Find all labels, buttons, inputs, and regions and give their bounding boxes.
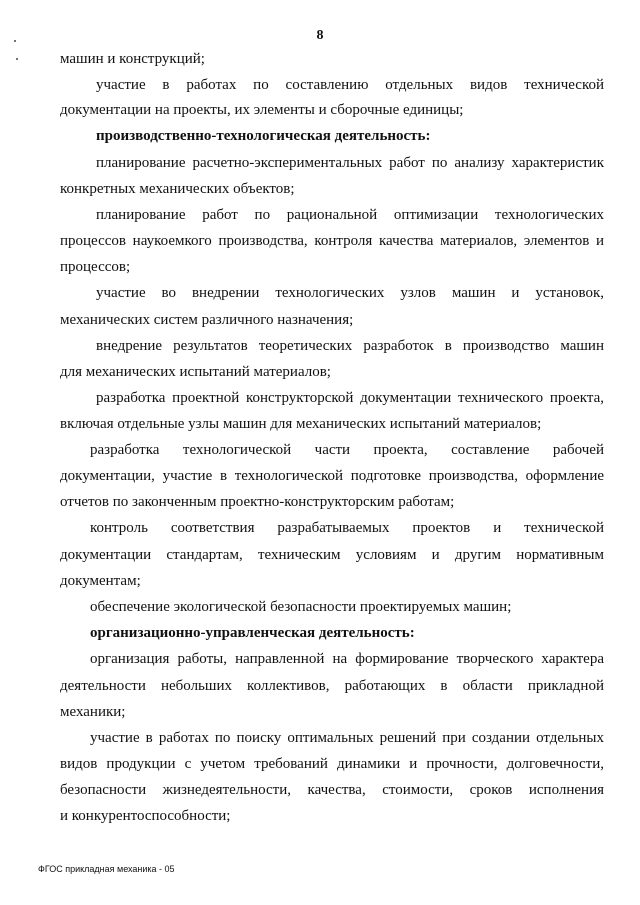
text-line: отчетов по законченным проектно-конструкторским работам; xyxy=(60,494,455,510)
text-line: документам; xyxy=(60,573,141,589)
text-line: внедрение результатов теоретических разработок в производство машин xyxy=(96,338,604,354)
text-line: для механических испытаний материалов; xyxy=(60,364,331,380)
text-line: машин и конструкций; xyxy=(60,51,205,67)
text-line: процессов наукоемкого производства, контроля качества материалов, элементов и xyxy=(60,233,604,249)
text-line: разработка технологической части проекта, составление рабочей xyxy=(90,442,604,458)
text-line: контроль соответствия разрабатываемых проектов и технической xyxy=(90,520,604,536)
text-line: разработка проектной конструкторской документации технического проекта, xyxy=(96,390,604,406)
text-line: организация работы, направленной на формирование творческого характера xyxy=(90,651,604,667)
text-line: видов продукции с учетом требований динамики и прочности, долговечности, xyxy=(60,756,604,772)
text-line: включая отдельные узлы машин для механических испытаний материалов; xyxy=(60,416,542,432)
text-line: документации стандартам, техническим условиям и другим нормативным xyxy=(60,547,604,563)
text-line: безопасности жизнедеятельности, качества, стоимости, сроков исполнения xyxy=(60,782,604,798)
text-line: планирование расчетно-экспериментальных работ по анализу характеристик xyxy=(96,155,604,171)
text-line: деятельности небольших коллективов, работающих в области прикладной xyxy=(60,678,604,694)
text-line: участие в работах по составлению отдельных видов технической xyxy=(96,77,604,93)
text-line: документации, участие в технологической подготовке производства, оформление xyxy=(60,468,604,484)
text-line: документации на проекты, их элементы и сборочные единицы; xyxy=(60,102,464,118)
section-heading: производственно-технологическая деятельность: xyxy=(96,128,431,144)
scan-speck xyxy=(14,40,16,42)
text-line: и конкурентоспособности; xyxy=(60,808,231,824)
text-line: конкретных механических объектов; xyxy=(60,181,295,197)
text-line: участие во внедрении технологических узлов машин и установок, xyxy=(96,285,604,301)
text-line: механических систем различного назначения; xyxy=(60,312,354,328)
page-number: 8 xyxy=(316,28,324,43)
text-line: участие в работах по поиску оптимальных решений при создании отдельных xyxy=(90,730,604,746)
text-line: процессов; xyxy=(60,259,131,275)
text-line: механики; xyxy=(60,704,126,720)
scan-speck xyxy=(16,58,18,60)
text-line: планирование работ по рациональной оптимизации технологических xyxy=(96,207,604,223)
section-heading: организационно-управленческая деятельность: xyxy=(90,625,415,641)
page-footer: ФГОС прикладная механика - 05 xyxy=(38,864,175,874)
text-line: обеспечение экологической безопасности проектируемых машин; xyxy=(90,599,512,615)
